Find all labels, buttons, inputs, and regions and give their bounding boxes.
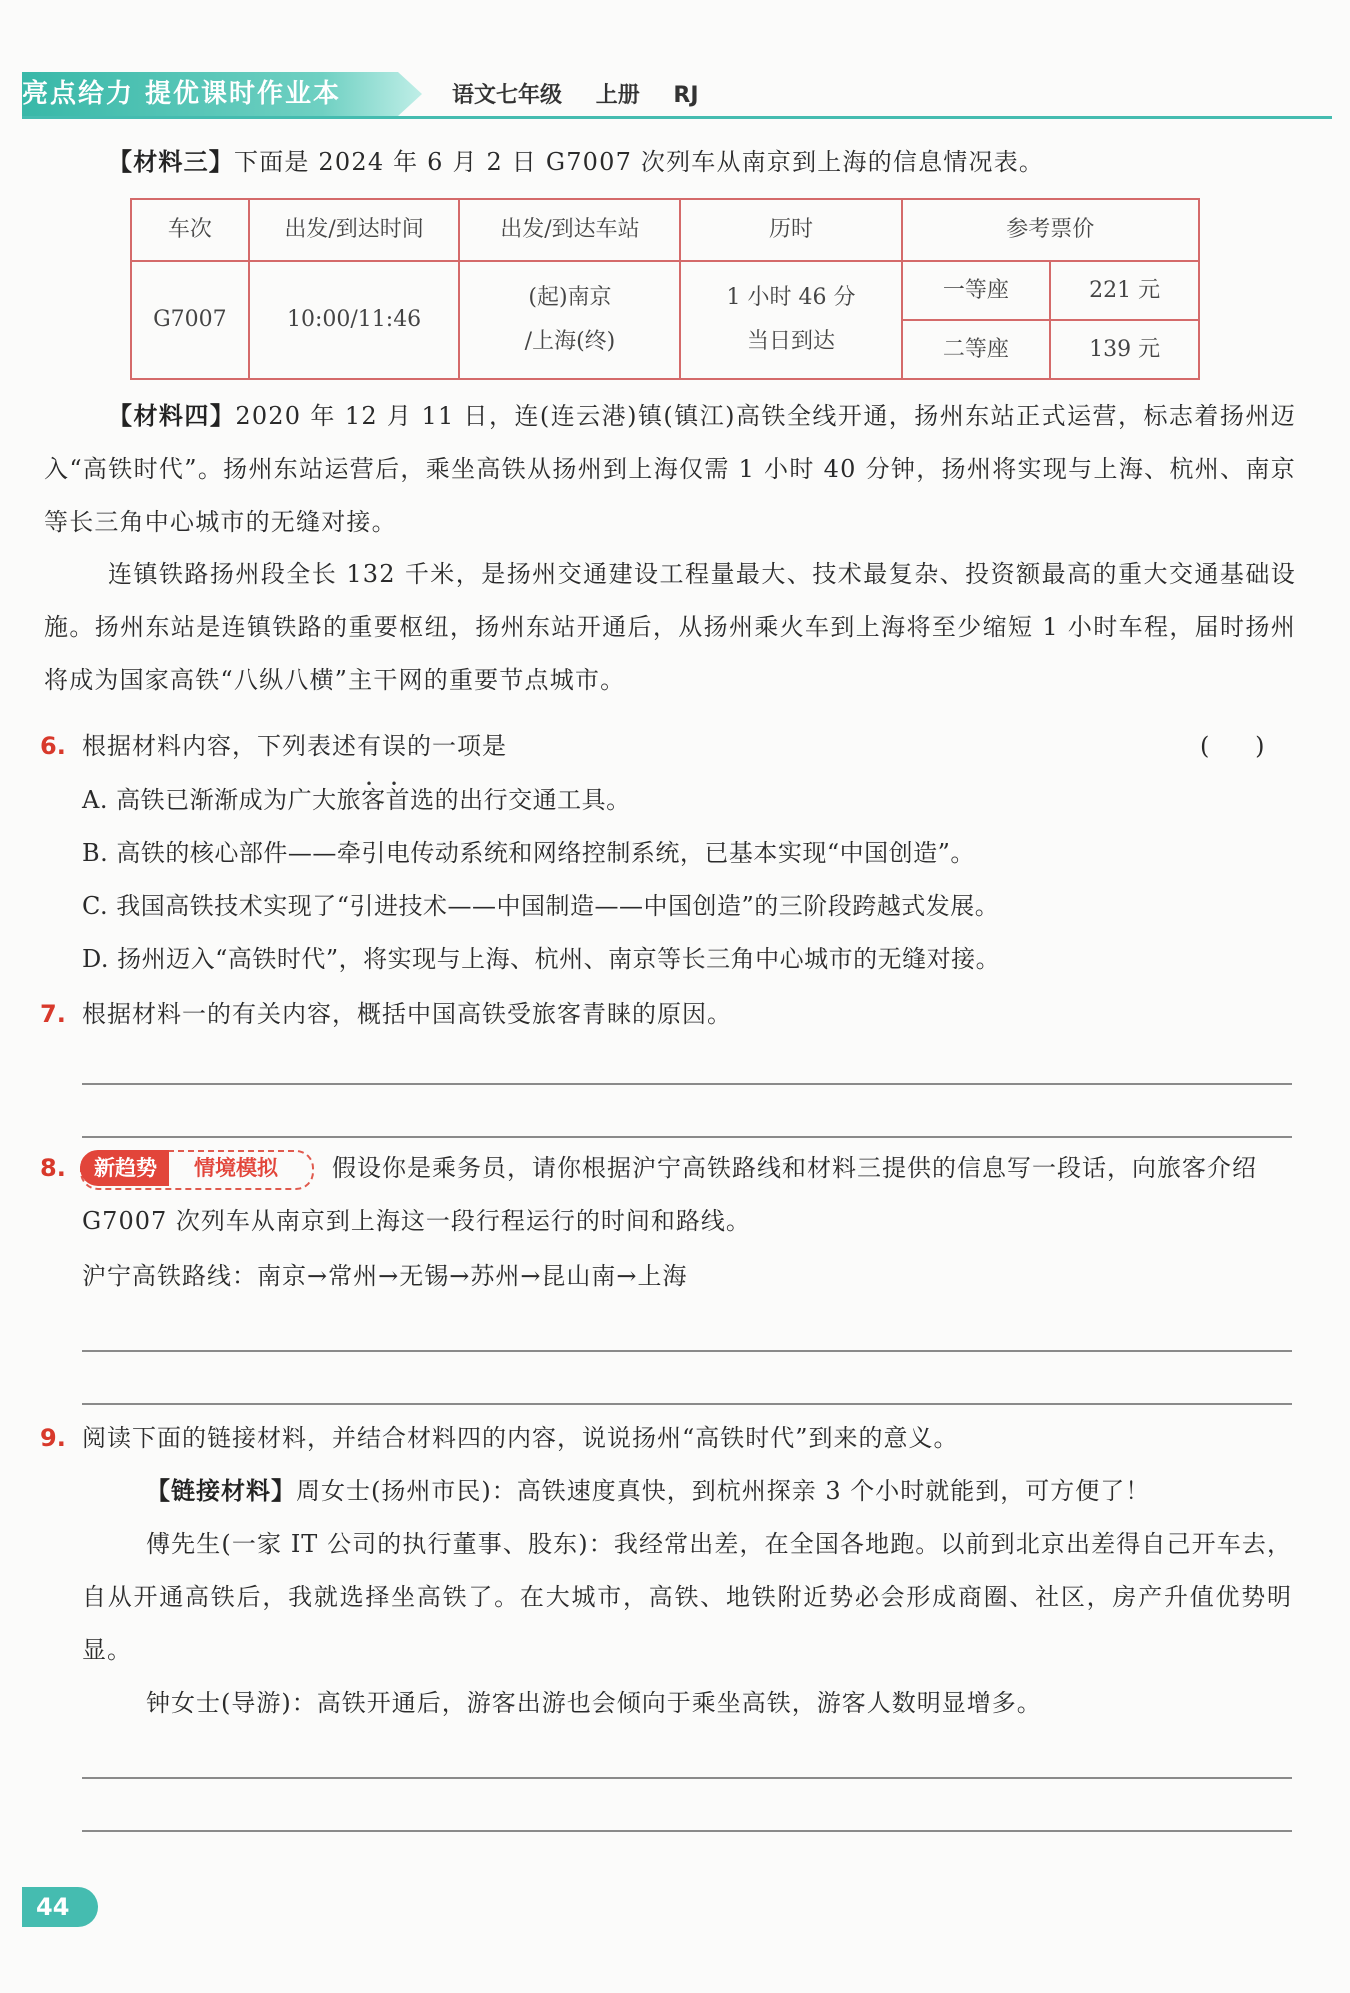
material3-paragraph (44, 136, 1296, 189)
question-7-text: 根据材料一的有关内容，概括中国高铁受旅客青睐的原因。 (82, 1000, 732, 1028)
question-number: 9. (40, 1424, 66, 1452)
station-start: (起)南京 (528, 285, 612, 310)
table-header: 出发/到达时间 (249, 199, 460, 261)
subject-label: 语文七年级 (452, 83, 563, 108)
answer-line[interactable] (82, 1403, 1292, 1405)
table-header: 参考票价 (902, 199, 1200, 261)
time-cell: 10:00/11:46 (249, 261, 460, 379)
series-title: 亮点给力 提优课时作业本 (22, 79, 342, 109)
option-c[interactable]: C. 我国高铁技术实现了“引进技术——中国制造——中国创造”的三阶段跨越式发展。 (82, 892, 1000, 920)
header-divider (22, 116, 1332, 119)
page-header (0, 0, 1350, 120)
question-6-text-b: 的一项是 (407, 732, 507, 760)
link-material-3: 钟女士(导游)：高铁开通后，游客出游也会倾向于乘坐高铁，游客人数明显增多。 (146, 1689, 1042, 1717)
answer-line[interactable] (82, 1350, 1292, 1352)
new-trend-label: 新趋势 (80, 1150, 169, 1186)
scenario-label: 情境模拟 (194, 1156, 278, 1180)
answer-line[interactable] (82, 1136, 1292, 1138)
link-material-1 (82, 1465, 1292, 1518)
option-b[interactable]: B. 高铁的核心部件——牵引电传动系统和网络控制系统，已基本实现“中国创造”。 (82, 839, 975, 867)
answer-line[interactable] (82, 1830, 1292, 1832)
train-info-table (130, 198, 1200, 380)
option-a[interactable]: A. 高铁已渐渐成为广大旅客首选的出行交通工具。 (82, 786, 631, 814)
seat-class-cell: 二等座 (902, 320, 1051, 379)
question-number: 7. (40, 1000, 66, 1028)
price-cell: 139 元 (1050, 320, 1199, 379)
book-info (452, 76, 725, 116)
station-end: /上海(终) (524, 329, 616, 354)
question-number: 8. (40, 1154, 66, 1182)
emphasized-char: 误 (382, 732, 407, 760)
link-material-tag: 【链接材料】 (146, 1477, 296, 1505)
edition-label: RJ (673, 83, 699, 108)
material4-paragraph-2: 连镇铁路扬州段全长 132 千米，是扬州交通建设工程量最大、技术最复杂、投资额最高的重大交通基础设施。扬州东站是连镇铁路的重要枢纽，扬州东站开通后，从扬州乘火车到上海将至少缩短 1 小时车程，届时扬州将成为国家高铁“八纵八横”主干网的重要节点城市。 (44, 560, 1296, 694)
link-material-text-1: 周女士(扬州市民)：高铁速度真快，到杭州探亲 3 个小时就能到，可方便了！ (296, 1477, 1151, 1505)
route-info: 沪宁高铁路线：南京→常州→无锡→苏州→昆山南→上海 (82, 1262, 688, 1290)
option-d[interactable]: D. 扬州迈入“高铁时代”，将实现与上海、杭州、南京等长三角中心城市的无缝对接。 (82, 945, 1001, 973)
arrival-note: 当日到达 (746, 329, 835, 354)
question-number: 6. (40, 732, 66, 760)
seat-class-cell: 一等座 (902, 261, 1051, 320)
duration-value: 1 小时 46 分 (726, 285, 856, 310)
table-header: 历时 (680, 199, 901, 261)
page-number: 44 (22, 1887, 98, 1927)
train-number-cell: G7007 (131, 261, 249, 379)
question-6-text (82, 720, 1182, 773)
material3-text: 下面是 2024 年 6 月 2 日 G7007 次列车从南京到上海的信息情况表。 (234, 148, 1045, 176)
question-8-text: 假设你是乘务员，请你根据沪宁高铁路线和材料三提供的信息写一段话，向旅客介绍 G7007 次列车从南京到上海这一段行程运行的时间和路线。 (82, 1154, 1257, 1235)
station-cell (459, 261, 680, 379)
material4-text-1: 2020 年 12 月 11 日，连(连云港)镇(镇江)高铁全线开通，扬州东站正式运营，标志着扬州迈入“高铁时代”。扬州东站运营后，乘坐高铁从扬州到上海仅需 1 小时 40 分钟，扬州将实现与上海、杭州、南京等长三角中心城市的无缝对接。 (44, 402, 1296, 536)
answer-line[interactable] (82, 1777, 1292, 1779)
answer-line[interactable] (82, 1083, 1292, 1085)
volume-label: 上册 (595, 83, 640, 108)
material4-paragraph-1 (44, 390, 1296, 549)
question-9-text: 阅读下面的链接材料，并结合材料四的内容，说说扬州“高铁时代”到来的意义。 (82, 1424, 959, 1452)
material4-tag: 【材料四】 (108, 402, 236, 430)
table-header: 车次 (131, 199, 249, 261)
duration-cell (680, 261, 901, 379)
emphasized-char: 有 (357, 732, 382, 760)
answer-parentheses[interactable]: ( ) (1200, 732, 1265, 760)
material3-tag: 【材料三】 (108, 148, 234, 176)
link-material-2: 傅先生(一家 IT 公司的执行董事、股东)：我经常出差，在全国各地跑。以前到北京出差得自己开车去，自从开通高铁后，我就选择坐高铁了。在大城市，高铁、地铁附近势必会形成商圈、社区，房产升值优势明显。 (82, 1530, 1292, 1664)
question-6-text-a: 根据材料内容，下列表述 (82, 732, 357, 760)
price-cell: 221 元 (1050, 261, 1199, 320)
table-header: 出发/到达车站 (459, 199, 680, 261)
